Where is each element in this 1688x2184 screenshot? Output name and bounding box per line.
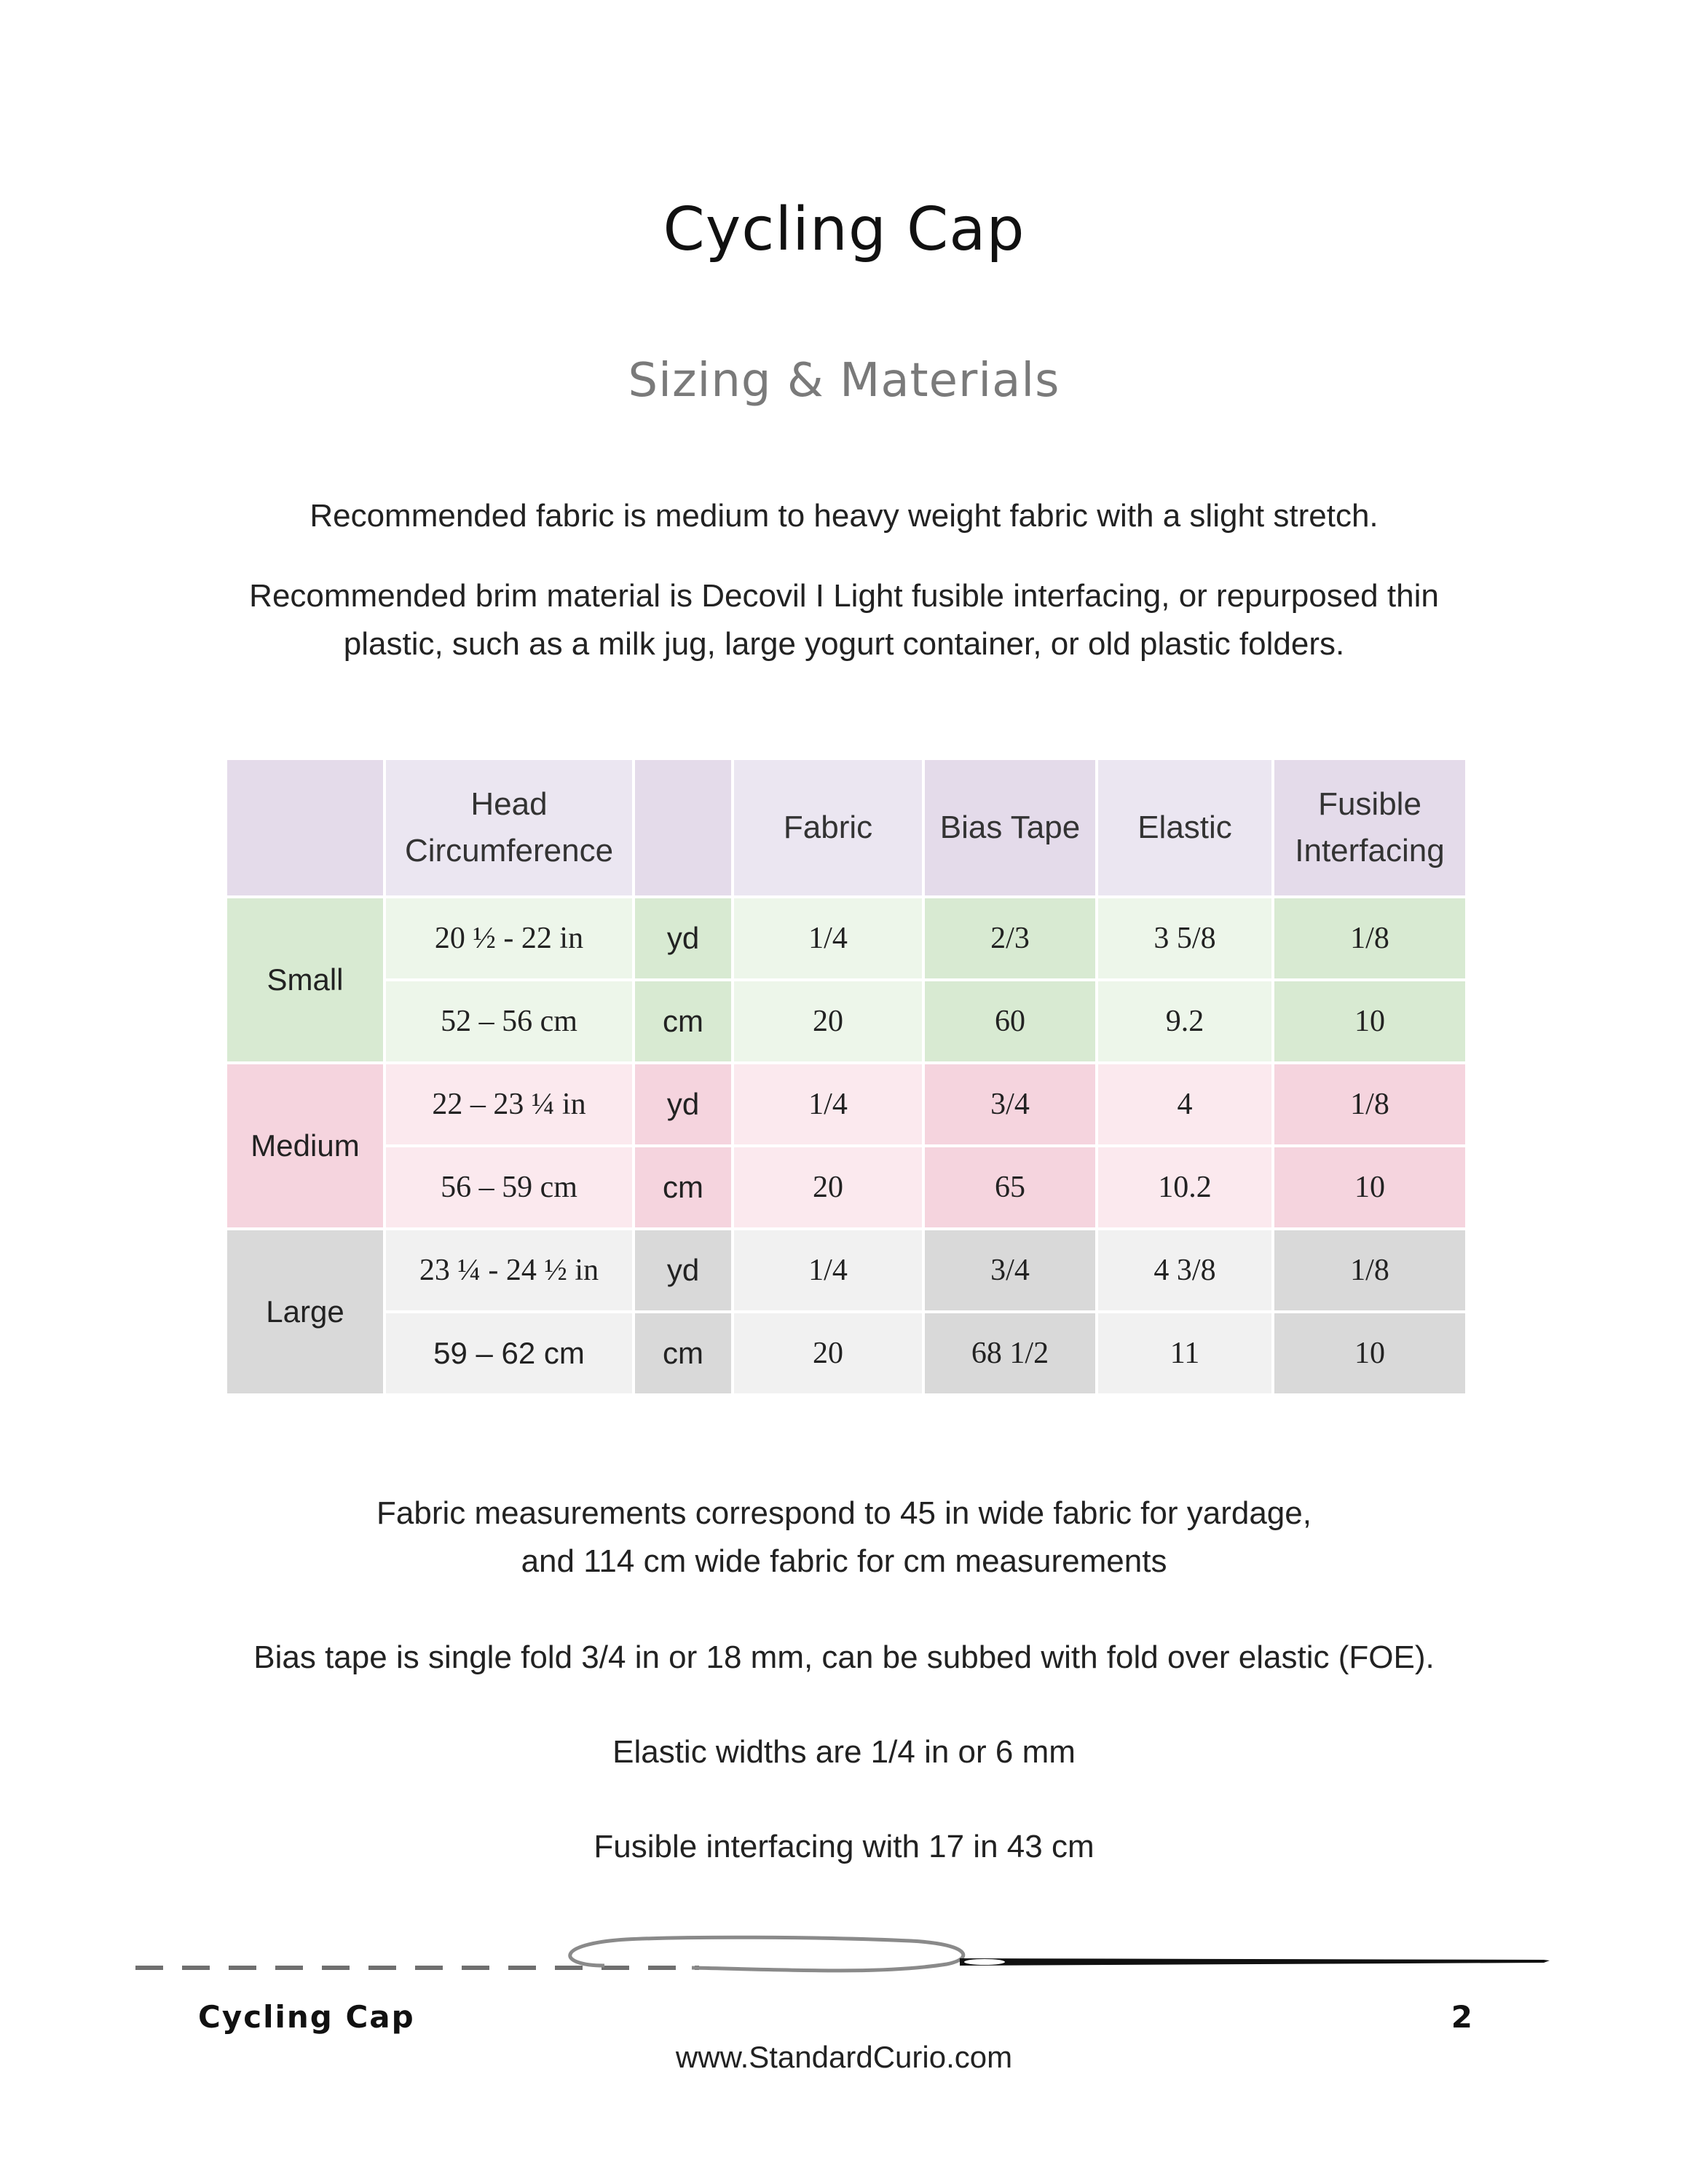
brim-recommendation	[0, 572, 1688, 668]
fusible-cell: 10	[1273, 1312, 1467, 1395]
elastic-cell: 4 3/8	[1097, 1229, 1273, 1312]
size-label-large: Large	[226, 1229, 384, 1395]
sizing-table	[224, 757, 1468, 1396]
head-circumference-cell: 22 – 23 ¼ in	[384, 1063, 634, 1146]
table-header-row	[226, 759, 1467, 897]
size-label-medium: Medium	[226, 1063, 384, 1229]
section-subtitle: Sizing & Materials	[628, 354, 1060, 408]
header-bias-tape: Bias Tape	[923, 759, 1097, 897]
header-fabric: Fabric	[733, 759, 923, 897]
needle-and-thread-icon	[0, 1907, 1688, 1987]
unit-cell: cm	[634, 1312, 733, 1395]
unit-cell: yd	[634, 1063, 733, 1146]
head-circumference-cell: 20 ½ - 22 in	[384, 897, 634, 980]
bias-tape-cell: 2/3	[923, 897, 1097, 980]
footer-url[interactable]: www.StandardCurio.com	[675, 2040, 1013, 2074]
elastic-cell: 9.2	[1097, 980, 1273, 1063]
table-row-medium-metric	[226, 1146, 1467, 1229]
unit-cell: cm	[634, 980, 733, 1063]
header-fusible-interfacing	[1273, 759, 1467, 897]
fabric-measurement-note	[0, 1489, 1688, 1586]
fabric-cell: 1/4	[733, 1229, 923, 1312]
table-row-small-metric	[226, 980, 1467, 1063]
page-title: Cycling Cap	[663, 195, 1025, 264]
bias-tape-cell: 3/4	[923, 1229, 1097, 1312]
fabric-note-line-2: and 114 cm wide fabric for cm measurements	[521, 1543, 1167, 1579]
fabric-cell: 20	[733, 980, 923, 1063]
fusible-cell: 10	[1273, 1146, 1467, 1229]
elastic-cell: 4	[1097, 1063, 1273, 1146]
fusible-cell: 1/8	[1273, 1229, 1467, 1312]
fusible-cell: 1/8	[1273, 897, 1467, 980]
fusible-cell: 1/8	[1273, 1063, 1467, 1146]
bias-tape-cell: 60	[923, 980, 1097, 1063]
head-circumference-cell: 56 – 59 cm	[384, 1146, 634, 1229]
header-head-circumference	[384, 759, 634, 897]
elastic-note: Elastic widths are 1/4 in or 6 mm	[612, 1734, 1076, 1770]
table-row-medium-imperial	[226, 1063, 1467, 1146]
table-row-small-imperial	[226, 897, 1467, 980]
table-row-large-imperial	[226, 1229, 1467, 1312]
fabric-note-line-1: Fabric measurements correspond to 45 in wide fabric for yardage,	[376, 1495, 1312, 1531]
table-row-large-metric	[226, 1312, 1467, 1395]
footer-title: Cycling Cap	[198, 1999, 415, 2035]
header-size	[226, 759, 384, 897]
brim-recommendation-line-1: Recommended brim material is Decovil I Light fusible interfacing, or repurposed thin	[249, 578, 1439, 614]
header-fusible-line-2: Interfacing	[1295, 833, 1445, 869]
unit-cell: yd	[634, 897, 733, 980]
unit-cell: yd	[634, 1229, 733, 1312]
bias-tape-note: Bias tape is single fold 3/4 in or 18 mm, can be subbed with fold over elastic (FOE).	[253, 1639, 1435, 1675]
elastic-cell: 10.2	[1097, 1146, 1273, 1229]
fabric-cell: 1/4	[733, 1063, 923, 1146]
header-fusible-line-1: Fusible	[1318, 786, 1421, 822]
header-head-line-1: Head	[470, 786, 548, 822]
fusible-cell: 10	[1273, 980, 1467, 1063]
fabric-cell: 1/4	[733, 897, 923, 980]
head-circumference-cell: 23 ¼ - 24 ½ in	[384, 1229, 634, 1312]
header-unit	[634, 759, 733, 897]
fusible-note: Fusible interfacing with 17 in 43 cm	[593, 1829, 1095, 1864]
unit-cell: cm	[634, 1146, 733, 1229]
head-circumference-cell: 59 – 62 cm	[384, 1312, 634, 1395]
bias-tape-cell: 65	[923, 1146, 1097, 1229]
header-head-line-2: Circumference	[404, 833, 614, 869]
elastic-cell: 11	[1097, 1312, 1273, 1395]
header-elastic: Elastic	[1097, 759, 1273, 897]
bias-tape-cell: 68 1/2	[923, 1312, 1097, 1395]
fabric-cell: 20	[733, 1312, 923, 1395]
page-number: 2	[1451, 1999, 1472, 2035]
brim-recommendation-line-2: plastic, such as a milk jug, large yogurt container, or old plastic folders.	[343, 626, 1345, 662]
fabric-cell: 20	[733, 1146, 923, 1229]
size-label-small: Small	[226, 897, 384, 1063]
bias-tape-cell: 3/4	[923, 1063, 1097, 1146]
head-circumference-cell: 52 – 56 cm	[384, 980, 634, 1063]
fabric-recommendation: Recommended fabric is medium to heavy weight fabric with a slight stretch.	[309, 498, 1379, 534]
elastic-cell: 3 5/8	[1097, 897, 1273, 980]
